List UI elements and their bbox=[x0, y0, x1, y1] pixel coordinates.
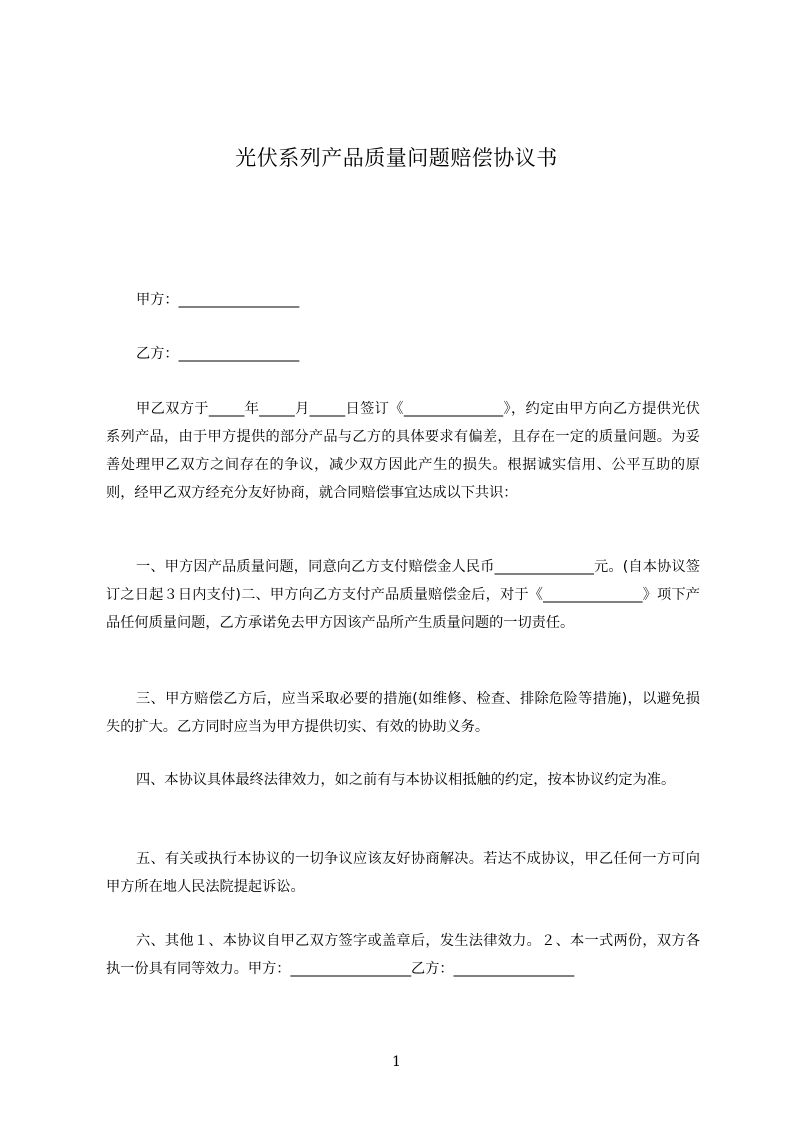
clause-one-two-paragraph: 一、甲方因产品质量问题，同意向乙方支付赔偿金人民币______________元。(自本协议签订之日起３日内支付)二、甲方向乙方支付产品质量赔偿金后，对于《______________》项下产品任何质量问题，乙方承诺免去甲方因该产品所产生质量问题的一切责任。 bbox=[106, 559, 700, 631]
preamble-paragraph: 甲乙双方于_____年_____月_____日签订《______________》，约定由甲方向乙方提供光伏系列产品，由于甲方提供的部分产品与乙方的具体要求有偏差，且存在一定的质量问题。为妥善处理甲乙双方之间存在的争议，减少双方因此产生的损失。根据诚实信用、公平互助的原则，经甲乙双方经充分友好协商，就合同赔偿事宜达成以下共识： bbox=[106, 401, 700, 501]
clause-three-paragraph: 三、甲方赔偿乙方后，应当采取必要的措施(如维修、检查、排除危险等措施)，以避免损失的扩大。乙方同时应当为甲方提供切实、有效的协助义务。 bbox=[106, 691, 700, 735]
clause-four-paragraph: 四、本协议具体最终法律效力，如之前有与本协议相抵触的约定，按本协议约定为准。 bbox=[136, 772, 676, 788]
clause-six-paragraph: 六、其他１、本协议自甲乙双方签字或盖章后，发生法律效力。２、本一式两份，双方各执一份具有同等效力。甲方：_________________乙方：_________________ bbox=[106, 933, 700, 977]
document-title: 光伏系列产品质量问题赔偿协议书 bbox=[235, 146, 558, 170]
party-b-line: 乙方：_________________ bbox=[136, 346, 300, 362]
party-a-line: 甲方：_________________ bbox=[136, 292, 300, 308]
clause-five-paragraph: 五、有关或执行本协议的一切争议应该友好协商解决。若达不成协议，甲乙任何一方可向甲方所在地人民法院提起诉讼。 bbox=[106, 851, 700, 895]
page-number: 1 bbox=[392, 1054, 401, 1070]
